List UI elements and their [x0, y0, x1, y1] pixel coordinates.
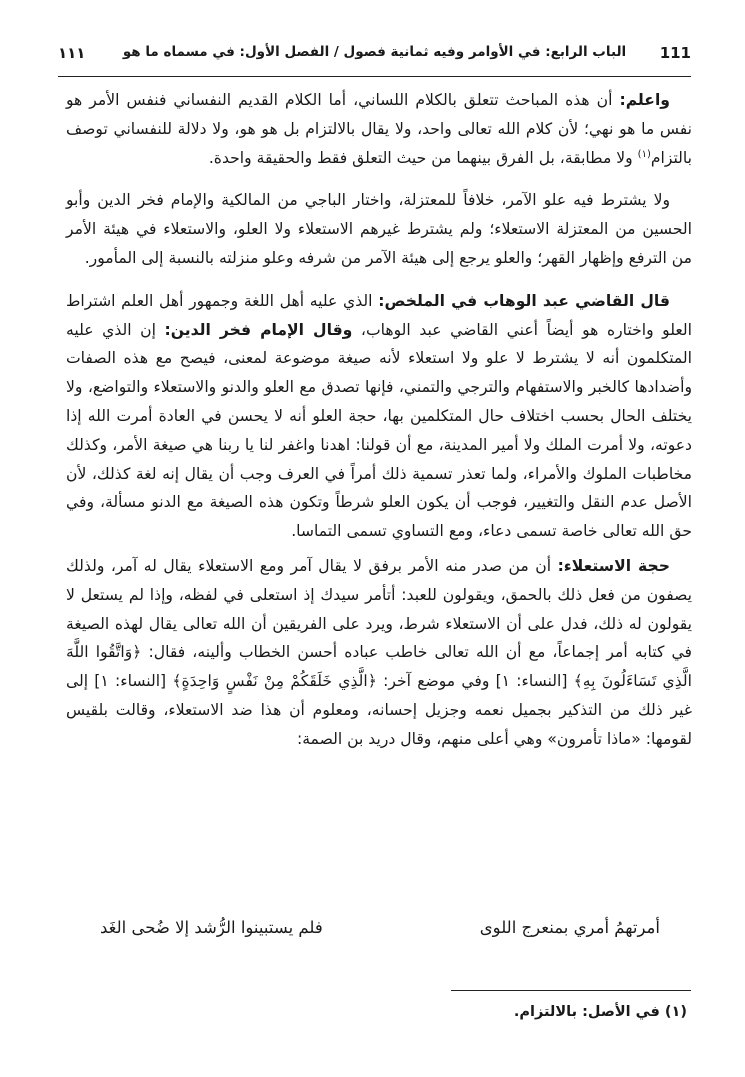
paragraph [66, 86, 692, 172]
paragraph [66, 186, 692, 272]
paragraph-text: أن من صدر منه الأمر برفق لا يقال آمر ومع الاستعلاء يقال له آمر، ولذلك يصفون من فعل ذلك بالحمق، ويقولون للعبد: أتأمر سيدك إذ استعلى في لفظه، وإذا لم يستعل لا يقولون له ذلك، فدل على أن الاستعلاء شرط، ويرد على الفريقين أن الله تعالى يقال لهذه الصيغة في كتابه أمر إجماعاً، مع أن الله تعالى خاطب عباده أحسن الخطاب وألينه، فقال: [66, 556, 692, 662]
paragraph-lead: واعلم: [619, 91, 670, 109]
running-header [58, 44, 691, 72]
paragraph-text: أن هذه المباحث تتعلق بالكلام اللساني، أما الكلام القديم النفساني فنفس الأمر هو نفس ما هو نهي؛ لأن كلام الله تعالى واحد، ولا يقال بالالتزام بل هو هو، ولا دلالة للنفساني توصف بالتزام [66, 91, 692, 167]
page-number: 111 [659, 44, 691, 62]
citation: [النساء: ١] وفي موضع آخر: [376, 672, 574, 691]
page-number-arabic: ١١١ [58, 44, 86, 62]
header-rule [58, 76, 691, 77]
paragraph-text: الذي عليه أهل اللغة وجمهور أهل العلم اشتراط العلو واختاره هو أيضاً أعني القاضي عبد الوهاب، [66, 291, 693, 339]
paragraph-lead: قال القاضي عبد الوهاب في الملخص: [378, 291, 670, 310]
citation: [النساء: ١] إلى غير ذلك من التذكير بجميل نعمه وجزيل إحسانه، ومعلوم أن هذا ضد الاستعلاء، وقالت بلقيس لقومها: «ماذا تأمرون» وهي أعلى منهم، وقال دريد بن الصمة: [66, 672, 692, 748]
paragraph [66, 287, 692, 546]
paragraph-lead: وقال الإمام فخر الدين: [164, 320, 353, 339]
verse-hemistich-first: أمرتهمُ أمري بمنعرج اللوى [479, 918, 660, 937]
quran-quote: ﴿وَاتَّقُوا اللَّهَ الَّذِي تَسَاءَلُونَ بِهِ﴾ [66, 643, 692, 691]
poetry-verse [100, 918, 660, 948]
paragraph-lead: حجة الاستعلاء: [557, 556, 670, 575]
paragraph-text: إن الذي عليه المتكلمون أنه لا يشترط لا علو ولا استعلاء لأنه صيغة موضوعة لمعنى، فيصح مع هذه الصفات وأضدادها كالخبر والاستفهام والترجي والتمني، فإنها تصدق مع العلو والدنو والاستعلاء والتواضع، ولا يختلف الحال بحسب اختلاف حال المتكلمين بها، حجة العلو أنه لا يحسن في العادة أمرت الله إذا دعوته، ولا أمرت الملك ولا أمير المدينة، مع أن قولنا: اهدنا واغفر لنا يا ربنا هي صيغة الأمر، وكذلك مخاطبات الملوك والأمراء، ولما تعذر تسمية ذلك أمراً في العرف وجب أن يقال إنه لغة كذلك، لأن الأصل عدم النقل والتغيير، فوجب أن يكون العلو شرطاً وتكون هذه الصيغة مع الدنو مسألة، وفي حق الله تعالى خاصة تسمى دعاء، ومع التساوي تسمى التماسا. [66, 320, 692, 541]
footnote-rule [451, 990, 691, 991]
paragraph [66, 552, 692, 754]
footnote-ref: (١) [637, 148, 651, 160]
quran-quote: ﴿الَّذِي خَلَقَكُمْ مِنْ نَفْسٍ وَاحِدَةٍ﴾ [172, 672, 377, 691]
paragraph-text: ولا يشترط فيه علو الآمر، خلافاً للمعتزلة، واختار الباجي من المالكية والإمام فخر الدين وأبو الحسين من المعتزلة الاستعلاء؛ ولم يشترط غيرهم الاستعلاء ولا العلو، والاستعلاء في هيئة الأمر من الترفع وإظهار القهر؛ والعلو يرجع إلى هيئة الآمر من شرفه وعلو منزلته بالنسبة إلى المأمور. [66, 191, 692, 267]
paragraph-text: ولا مطابقة، بل الفرق بينهما من حيث التعلق فقط والحقيقة واحدة. [208, 148, 638, 167]
main-text [66, 86, 692, 768]
running-title: الباب الرابع: في الأوامر وفيه ثمانية فصول / الفصل الأول: في مسماه ما هو [122, 44, 627, 60]
verse-hemistich-second: فلم يستبينوا الرُّشد إلا ضُحى الغَد [100, 918, 323, 937]
footnote: (١) في الأصل: بالالتزام. [513, 1004, 687, 1020]
